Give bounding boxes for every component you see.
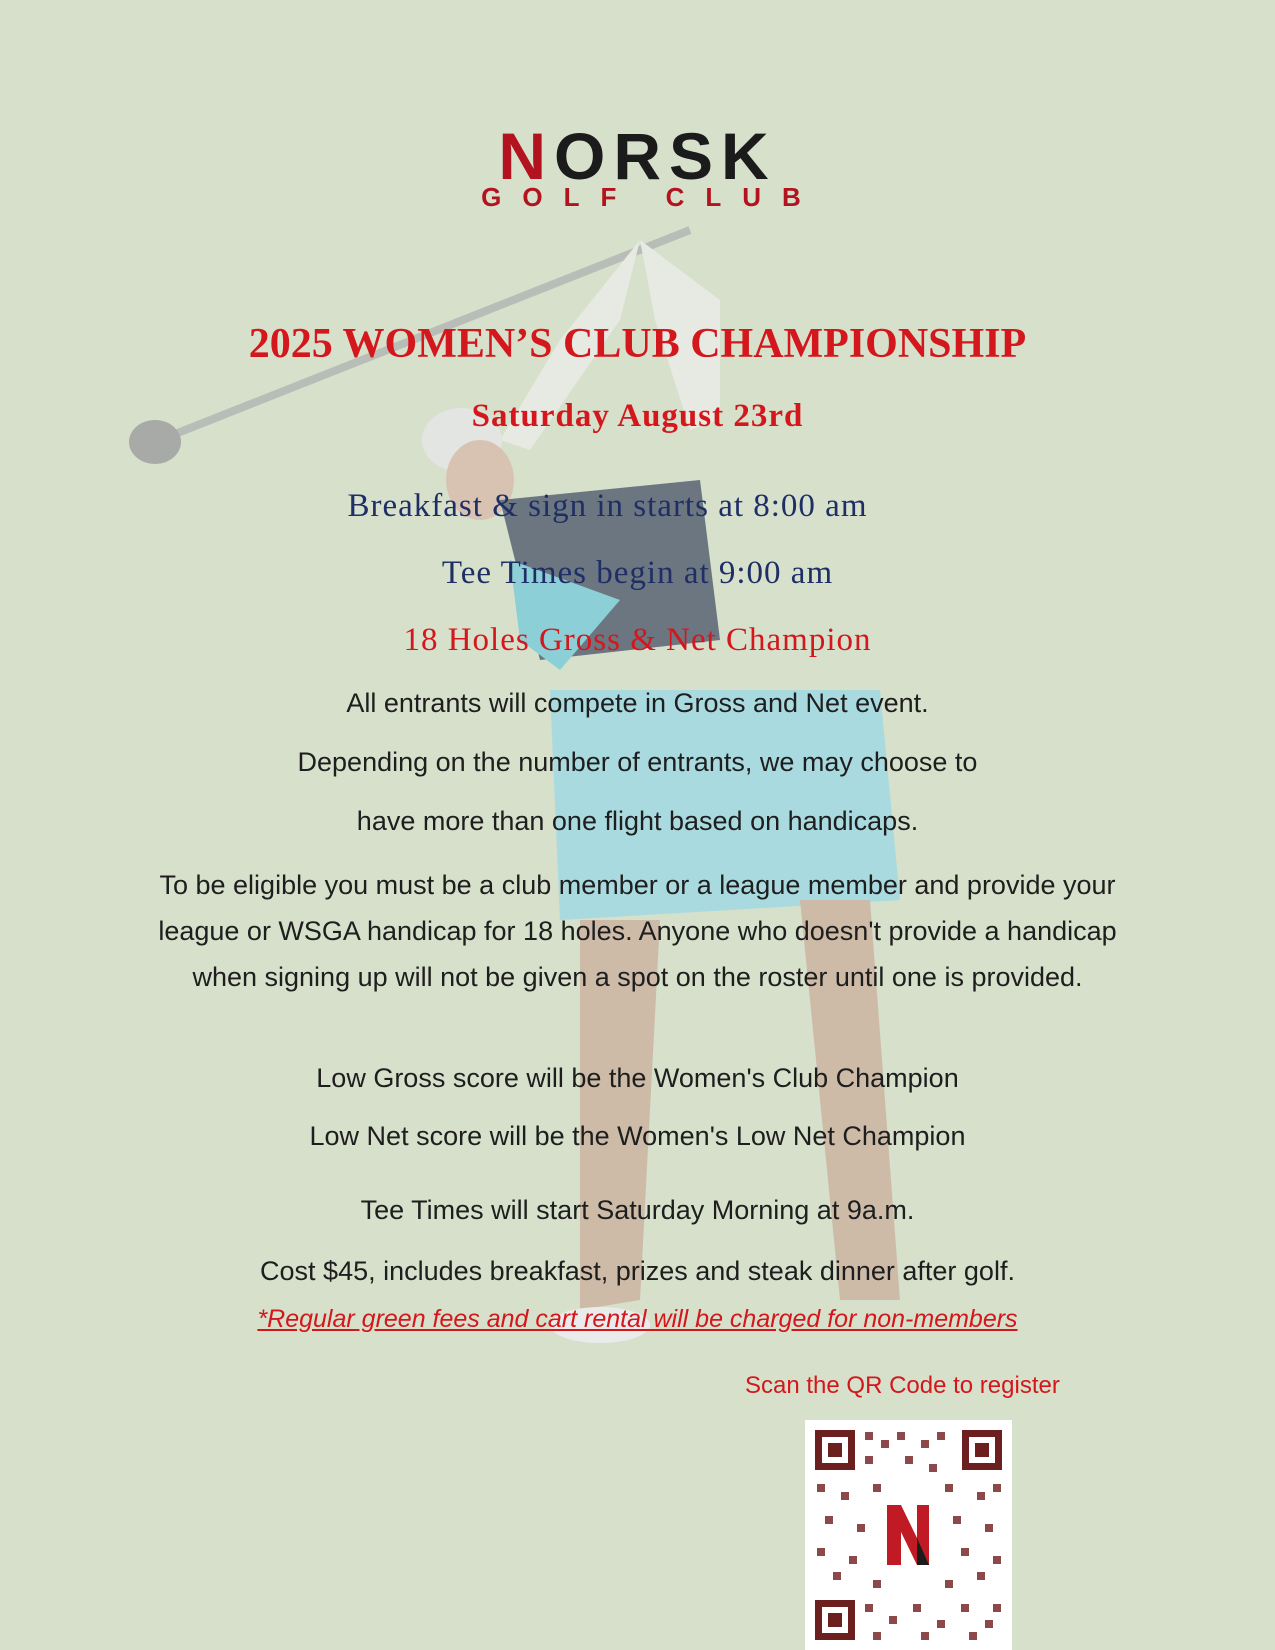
logo-subtitle: GOLF CLUB: [481, 182, 822, 212]
low-net-line: Low Net score will be the Women's Low Net Champion: [309, 1121, 966, 1151]
event-date: Saturday August 23rd: [471, 398, 804, 434]
logo-wordmark: ORSK: [553, 119, 777, 193]
detail-line-2: Depending on the number of entrants, we may choose to: [297, 747, 978, 777]
green-fee-note: *Regular green fees and cart rental will be charged for non-members: [257, 1305, 1018, 1333]
event-title: 2025 WOMEN’S CLUB CHAMPIONSHIP: [248, 321, 1027, 367]
cost-line: Cost $45, includes breakfast, prizes and steak dinner after golf.: [260, 1256, 1015, 1286]
start-line: Tee Times will start Saturday Morning at 9a.m.: [360, 1195, 915, 1225]
low-gross-line: Low Gross score will be the Women's Club Champion: [316, 1063, 959, 1093]
tee-time: Tee Times begin at 9:00 am: [441, 555, 834, 591]
detail-line-1: All entrants will compete in Gross and Net event.: [346, 688, 929, 718]
breakfast-time: Breakfast & sign in starts at 8:00 am: [347, 488, 868, 524]
logo-first-letter: N: [498, 119, 554, 193]
detail-line-3: have more than one flight based on handicaps.: [356, 806, 919, 836]
event-format: 18 Holes Gross & Net Champion: [403, 622, 872, 658]
qr-code-icon[interactable]: [805, 1420, 1012, 1650]
register-label: Scan the QR Code to register: [745, 1372, 1060, 1399]
eligibility-paragraph: To be eligible you must be a club member or a league member and provide your league or WSGA handicap for 18 holes. Anyone who doesn't provide a handicap when signing up will not be given a spot on the roster until one is provided.: [158, 870, 1117, 992]
